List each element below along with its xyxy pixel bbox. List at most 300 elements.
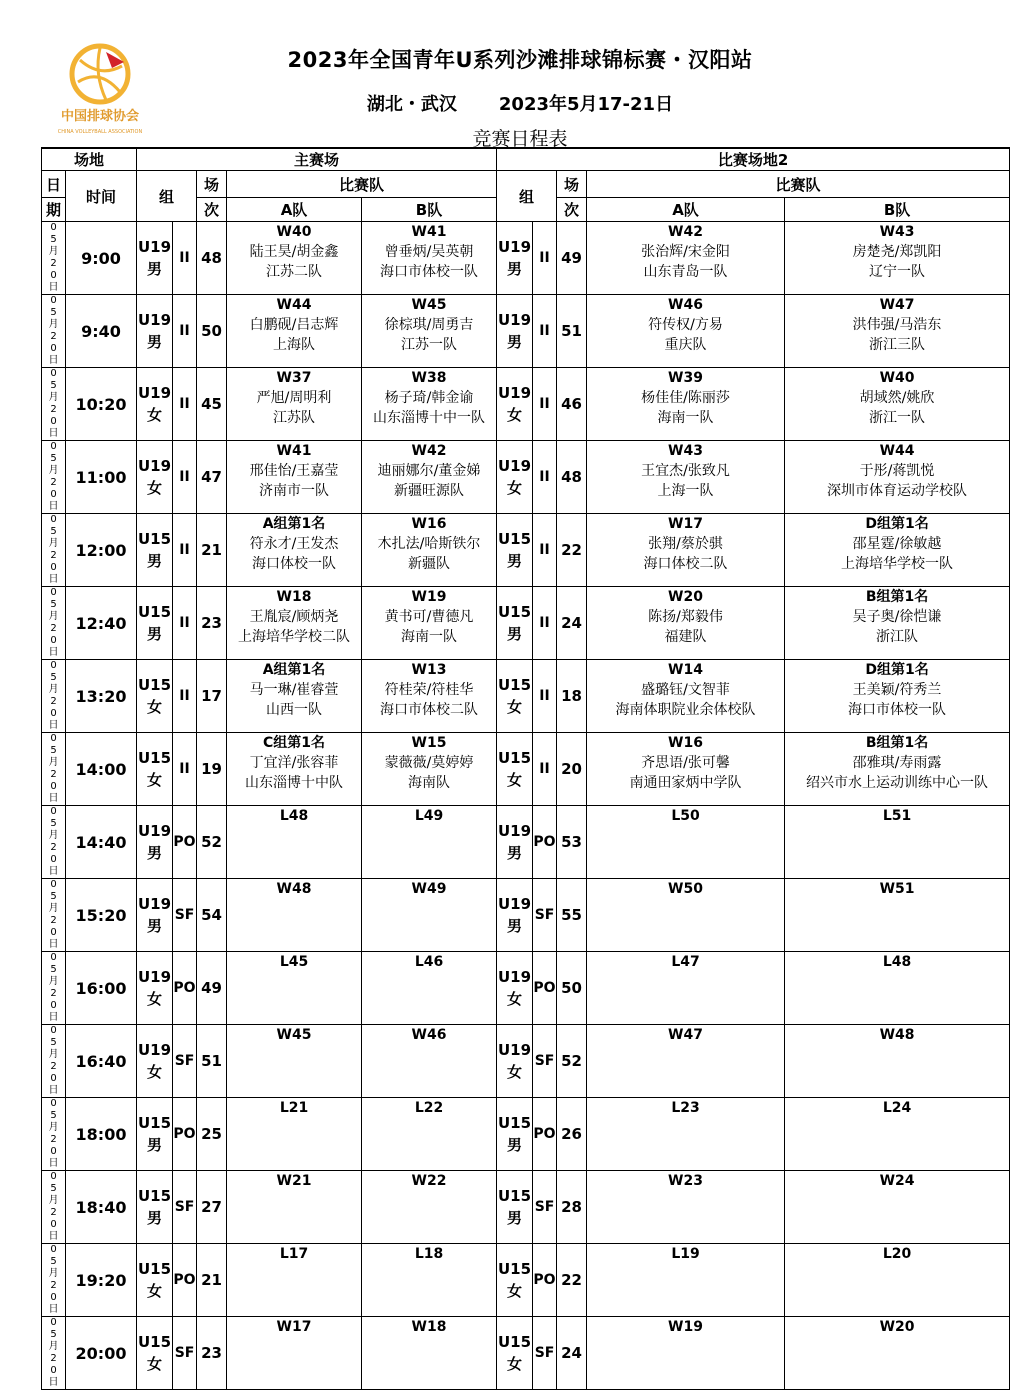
table-row — [42, 806, 1010, 879]
team-code: L45 — [279, 954, 309, 970]
round-cell: II — [533, 295, 557, 368]
group-cell — [497, 587, 533, 660]
team-players: 木扎法/哈斯铁尔 — [377, 536, 481, 552]
date-char: 日 — [48, 1012, 59, 1023]
round-cell: PO — [173, 1098, 197, 1171]
group-cell — [497, 952, 533, 1025]
team-b-cell — [785, 441, 1010, 514]
time-cell: 14:00 — [66, 733, 137, 806]
match-number: 45 — [197, 368, 227, 441]
age-group: U19 — [137, 384, 172, 402]
team-b-cell — [362, 368, 497, 441]
team-code: L23 — [671, 1100, 700, 1116]
team-name: 浙江队 — [876, 629, 919, 645]
match-number: 22 — [557, 514, 587, 587]
date-char: 5 — [50, 526, 57, 537]
round-cell: II — [533, 733, 557, 806]
team-code: L46 — [414, 954, 444, 970]
table-row — [42, 222, 1010, 295]
team-code: W42 — [411, 443, 447, 459]
team-code: D组第1名 — [865, 516, 929, 532]
team-name: 海口市体校二队 — [380, 702, 479, 718]
match-number: 27 — [197, 1171, 227, 1244]
teams-header: 比赛队 — [587, 171, 1010, 198]
age-group: U19 — [497, 457, 532, 475]
group-cell — [137, 1171, 173, 1244]
team-b-cell — [785, 222, 1010, 295]
team-name: 浙江一队 — [869, 410, 926, 426]
event-location: 湖北・武汉 — [366, 94, 457, 115]
team-code: W23 — [668, 1173, 703, 1189]
team-name: 海口市体校一队 — [380, 264, 479, 280]
gender: 男 — [147, 333, 163, 351]
gender: 女 — [507, 771, 523, 789]
age-group: U19 — [497, 1041, 532, 1059]
team-b-cell — [362, 1025, 497, 1098]
date-char: 日 — [48, 720, 59, 731]
group-cell — [497, 733, 533, 806]
team-players: 齐思语/张可馨 — [641, 755, 730, 771]
team-code: W22 — [411, 1173, 447, 1189]
table-row — [42, 441, 1010, 514]
team-players: 盛璐钰/文智菲 — [641, 682, 730, 698]
age-group: U15 — [497, 1187, 532, 1205]
team-a-cell — [227, 733, 362, 806]
team-name: 上海一队 — [657, 483, 714, 499]
match-number: 51 — [557, 295, 587, 368]
age-group: U15 — [137, 749, 172, 767]
date-char: 0 — [50, 854, 57, 865]
team-b-cell — [362, 733, 497, 806]
gender: 男 — [507, 333, 523, 351]
round-cell: SF — [173, 1025, 197, 1098]
match-number: 24 — [557, 587, 587, 660]
team-name: 上海培华学校一队 — [841, 556, 954, 572]
time-cell: 10:20 — [66, 368, 137, 441]
team-b-cell — [785, 1025, 1010, 1098]
team-code: L47 — [671, 954, 700, 970]
match-number: 20 — [557, 733, 587, 806]
age-group: U15 — [137, 1260, 172, 1278]
match-number: 54 — [197, 879, 227, 952]
date-char: 0 — [50, 708, 57, 719]
date-char: 0 — [50, 781, 57, 792]
match-number: 49 — [197, 952, 227, 1025]
court2-header: 比赛场地2 — [497, 148, 1010, 171]
match-number: 53 — [557, 806, 587, 879]
team-name: 海口市体校一队 — [848, 702, 947, 718]
team-players: 丁宜洋/张容菲 — [249, 755, 339, 771]
team-a-cell — [227, 952, 362, 1025]
date-char: 日 — [48, 1085, 59, 1096]
date-char: 2 — [50, 915, 57, 926]
team-code: A组第1名 — [262, 662, 326, 678]
date-char: 0 — [50, 1171, 57, 1182]
team-a-cell — [587, 368, 785, 441]
age-group: U15 — [137, 1114, 172, 1132]
group-header: 组 — [137, 171, 197, 222]
match-number: 23 — [197, 587, 227, 660]
team-a-cell — [587, 806, 785, 879]
gender: 男 — [507, 1136, 523, 1154]
team-players: 于彤/蒋凯悦 — [859, 463, 935, 479]
match-number: 26 — [557, 1098, 587, 1171]
time-cell: 9:00 — [66, 222, 137, 295]
team-code: B组第1名 — [865, 735, 929, 751]
team-players: 王胤宸/顾炳尧 — [249, 609, 339, 625]
logo — [50, 38, 150, 138]
date-char: 日 — [48, 1231, 59, 1242]
team-code: L48 — [279, 808, 309, 824]
team-players: 杨子琦/韩金谕 — [384, 390, 474, 406]
team-code: W38 — [411, 370, 447, 386]
date-char: 日 — [48, 866, 59, 877]
team-name: 重庆队 — [664, 337, 707, 353]
time-cell: 9:40 — [66, 295, 137, 368]
date-char: 月 — [48, 903, 59, 914]
team-code: B组第1名 — [865, 589, 929, 605]
team-code: L51 — [882, 808, 912, 824]
subtitle — [200, 90, 840, 116]
team-players: 陆王昊/胡金鑫 — [249, 244, 339, 260]
team-b-cell — [362, 587, 497, 660]
team-name: 新疆旺源队 — [394, 483, 465, 499]
age-group: U15 — [497, 749, 532, 767]
team-players: 符传权/方易 — [648, 317, 723, 333]
time-cell: 18:00 — [66, 1098, 137, 1171]
date-char: 日 — [48, 793, 59, 804]
gender: 女 — [507, 1355, 523, 1373]
team-code: W45 — [276, 1027, 312, 1043]
team-code: W16 — [411, 516, 447, 532]
group-cell — [497, 1025, 533, 1098]
team-code: W41 — [276, 443, 312, 459]
team-players: 邵星霆/徐敏越 — [852, 536, 942, 552]
team-a-cell — [587, 222, 785, 295]
team-players: 蒙薇薇/莫婷婷 — [384, 755, 474, 771]
team-b-cell — [785, 587, 1010, 660]
group-cell — [137, 441, 173, 514]
date-char: 5 — [50, 818, 57, 829]
date-char: 0 — [50, 1000, 57, 1011]
team-name: 海口体校一队 — [252, 556, 337, 572]
team-a-cell — [587, 1098, 785, 1171]
match-number: 22 — [557, 1244, 587, 1317]
team-a-cell — [227, 514, 362, 587]
team-b-cell — [362, 295, 497, 368]
round-cell: II — [173, 295, 197, 368]
team-code: W19 — [668, 1319, 703, 1335]
team-players: 杨佳佳/陈丽莎 — [641, 390, 730, 406]
group-cell — [497, 660, 533, 733]
team-code: W48 — [879, 1027, 915, 1043]
team-a-cell — [227, 222, 362, 295]
date-char: 月 — [48, 319, 59, 330]
round-cell: II — [533, 660, 557, 733]
match-header-top: 场 — [197, 171, 227, 198]
team-name: 海南一队 — [657, 410, 714, 426]
page-title: 2023年全国青年U系列沙滩排球锦标赛・汉阳站 — [287, 48, 753, 72]
team-players: 严旭/周明利 — [256, 390, 332, 406]
team-a-cell — [227, 1098, 362, 1171]
date-char: 月 — [48, 1195, 59, 1206]
date-char: 日 — [48, 1304, 59, 1315]
group-cell — [137, 587, 173, 660]
date-char: 5 — [50, 380, 57, 391]
match-number: 18 — [557, 660, 587, 733]
date-char: 2 — [50, 623, 57, 634]
team-players: 黄书可/曹德凡 — [384, 609, 474, 625]
team-b-cell — [785, 952, 1010, 1025]
date-char: 2 — [50, 404, 57, 415]
match-header-bottom: 次 — [557, 198, 587, 222]
team-name: 江苏队 — [273, 410, 316, 426]
group-cell — [137, 222, 173, 295]
round-cell: PO — [533, 1098, 557, 1171]
age-group: U19 — [497, 384, 532, 402]
match-number: 28 — [557, 1171, 587, 1244]
team-b-cell — [785, 368, 1010, 441]
team-code: C组第1名 — [263, 735, 326, 751]
gender: 男 — [147, 552, 163, 570]
time-cell: 12:40 — [66, 587, 137, 660]
match-number: 24 — [557, 1317, 587, 1390]
match-number: 48 — [197, 222, 227, 295]
match-number: 52 — [557, 1025, 587, 1098]
team-code: W41 — [411, 224, 447, 240]
team-a-cell — [587, 952, 785, 1025]
match-number: 21 — [197, 514, 227, 587]
team-a-cell — [587, 441, 785, 514]
team-a-cell — [227, 368, 362, 441]
group-cell — [497, 1171, 533, 1244]
date-char: 月 — [48, 246, 59, 257]
age-group: U15 — [497, 1114, 532, 1132]
team-players: 曾垂炳/吴英朝 — [384, 244, 474, 260]
team-name: 济南市一队 — [259, 483, 330, 499]
age-group: U15 — [137, 603, 172, 621]
match-number: 25 — [197, 1098, 227, 1171]
age-group: U15 — [497, 530, 532, 548]
age-group: U19 — [137, 238, 172, 256]
round-cell: II — [533, 441, 557, 514]
round-cell: II — [173, 733, 197, 806]
match-header-top: 场 — [557, 171, 587, 198]
group-cell — [497, 368, 533, 441]
team-b-cell — [785, 514, 1010, 587]
team-code: W40 — [879, 370, 915, 386]
date-char: 0 — [50, 416, 57, 427]
group-cell — [137, 879, 173, 952]
team-a-header: A队 — [587, 198, 785, 222]
age-group: U15 — [137, 530, 172, 548]
group-cell — [137, 295, 173, 368]
round-cell: II — [173, 441, 197, 514]
date-char: 0 — [50, 587, 57, 598]
teams-header: 比赛队 — [227, 171, 497, 198]
team-code: L50 — [671, 808, 700, 824]
date-char: 月 — [48, 757, 59, 768]
date-char: 0 — [50, 635, 57, 646]
team-name: 江苏二队 — [266, 264, 323, 280]
date-char: 2 — [50, 1061, 57, 1072]
team-code: L24 — [882, 1100, 912, 1116]
team-code: D组第1名 — [865, 662, 929, 678]
team-a-cell — [587, 514, 785, 587]
date-char: 日 — [48, 574, 59, 585]
date-cell — [42, 733, 66, 806]
round-cell: PO — [533, 952, 557, 1025]
team-a-cell — [587, 733, 785, 806]
team-b-cell — [362, 806, 497, 879]
round-cell: SF — [533, 1171, 557, 1244]
logo-text: 中国排球协会 — [60, 109, 140, 124]
gender: 男 — [147, 917, 163, 935]
schedule-rows — [42, 222, 1010, 1390]
date-cell — [42, 1317, 66, 1390]
team-code: W17 — [668, 516, 703, 532]
date-cell — [42, 952, 66, 1025]
round-cell: PO — [173, 1244, 197, 1317]
team-code: W13 — [411, 662, 447, 678]
gender: 女 — [147, 479, 163, 497]
date-char: 5 — [50, 672, 57, 683]
team-code: W43 — [668, 443, 703, 459]
team-a-cell — [227, 1317, 362, 1390]
venue-header: 场地 — [42, 148, 137, 171]
date-char: 日 — [48, 428, 59, 439]
team-a-cell — [227, 295, 362, 368]
group-cell — [137, 952, 173, 1025]
age-group: U19 — [497, 311, 532, 329]
time-cell: 19:20 — [66, 1244, 137, 1317]
age-group: U15 — [497, 1333, 532, 1351]
group-cell — [137, 733, 173, 806]
date-char: 2 — [50, 1280, 57, 1291]
group-cell — [497, 1317, 533, 1390]
date-char: 月 — [48, 976, 59, 987]
team-code: W14 — [668, 662, 703, 678]
team-b-cell — [785, 1171, 1010, 1244]
date-char: 0 — [50, 952, 57, 963]
team-code: W48 — [276, 881, 312, 897]
gender: 女 — [147, 1063, 163, 1081]
team-players: 张治辉/宋金阳 — [641, 244, 730, 260]
match-number: 19 — [197, 733, 227, 806]
age-group: U19 — [137, 457, 172, 475]
age-group: U19 — [497, 895, 532, 913]
team-name: 辽宁一队 — [869, 264, 926, 280]
date-char: 日 — [48, 647, 59, 658]
round-cell: II — [173, 660, 197, 733]
date-char: 5 — [50, 1256, 57, 1267]
team-b-cell — [362, 879, 497, 952]
team-name: 上海队 — [273, 337, 316, 353]
age-group: U19 — [497, 968, 532, 986]
gender: 女 — [147, 1282, 163, 1300]
age-group: U15 — [497, 1260, 532, 1278]
team-players: 陈扬/郑毅伟 — [648, 609, 723, 625]
group-cell — [137, 1317, 173, 1390]
team-code: L49 — [414, 808, 444, 824]
team-b-header: B队 — [362, 198, 497, 222]
team-code: L48 — [882, 954, 912, 970]
team-name: 福建队 — [664, 629, 707, 645]
match-number: 55 — [557, 879, 587, 952]
date-char: 5 — [50, 1110, 57, 1121]
team-a-cell — [227, 1025, 362, 1098]
group-cell — [497, 222, 533, 295]
team-b-cell — [785, 1317, 1010, 1390]
team-code: W15 — [411, 735, 447, 751]
round-cell: PO — [173, 806, 197, 879]
age-group: U15 — [137, 676, 172, 694]
team-players: 邵雅琪/寿雨露 — [852, 755, 942, 771]
date-char: 2 — [50, 842, 57, 853]
round-cell: SF — [533, 879, 557, 952]
team-code: W51 — [879, 881, 915, 897]
team-code: W44 — [276, 297, 312, 313]
age-group: U15 — [497, 603, 532, 621]
team-code: L19 — [671, 1246, 700, 1262]
date-char: 0 — [50, 660, 57, 671]
team-players: 胡域然/姚欣 — [859, 390, 935, 406]
team-a-cell — [227, 879, 362, 952]
team-a-cell — [587, 295, 785, 368]
gender: 男 — [507, 1209, 523, 1227]
team-code: W17 — [276, 1319, 312, 1335]
date-char: 0 — [50, 1365, 57, 1376]
team-b-cell — [362, 660, 497, 733]
date-char: 0 — [50, 295, 57, 306]
table-row — [42, 1171, 1010, 1244]
gender: 女 — [147, 990, 163, 1008]
team-b-cell — [785, 1244, 1010, 1317]
age-group: U19 — [137, 311, 172, 329]
gender: 男 — [147, 844, 163, 862]
date-cell — [42, 1025, 66, 1098]
date-char: 0 — [50, 927, 57, 938]
date-char: 0 — [50, 1025, 57, 1036]
date-char: 0 — [50, 368, 57, 379]
gender: 男 — [507, 552, 523, 570]
match-number: 50 — [197, 295, 227, 368]
round-cell: SF — [533, 1025, 557, 1098]
team-code: W50 — [668, 881, 703, 897]
team-code: W16 — [668, 735, 703, 751]
court1-header: 主赛场 — [137, 148, 497, 171]
team-players: 邢佳怡/王嘉莹 — [249, 463, 339, 479]
date-char: 0 — [50, 1073, 57, 1084]
date-char: 5 — [50, 1183, 57, 1194]
volleyball-logo-icon — [50, 38, 150, 138]
team-b-cell — [362, 514, 497, 587]
date-char: 0 — [50, 879, 57, 890]
table-row — [42, 368, 1010, 441]
table-row — [42, 295, 1010, 368]
round-cell: PO — [173, 952, 197, 1025]
date-cell — [42, 1098, 66, 1171]
date-header-bottom: 期 — [42, 198, 66, 222]
team-code: W21 — [276, 1173, 312, 1189]
date-char: 0 — [50, 1219, 57, 1230]
team-players: 王宜杰/张致凡 — [641, 463, 730, 479]
team-code: L22 — [414, 1100, 444, 1116]
group-cell — [497, 1098, 533, 1171]
round-cell: II — [533, 514, 557, 587]
team-code: W19 — [411, 589, 447, 605]
team-a-cell — [587, 1025, 785, 1098]
